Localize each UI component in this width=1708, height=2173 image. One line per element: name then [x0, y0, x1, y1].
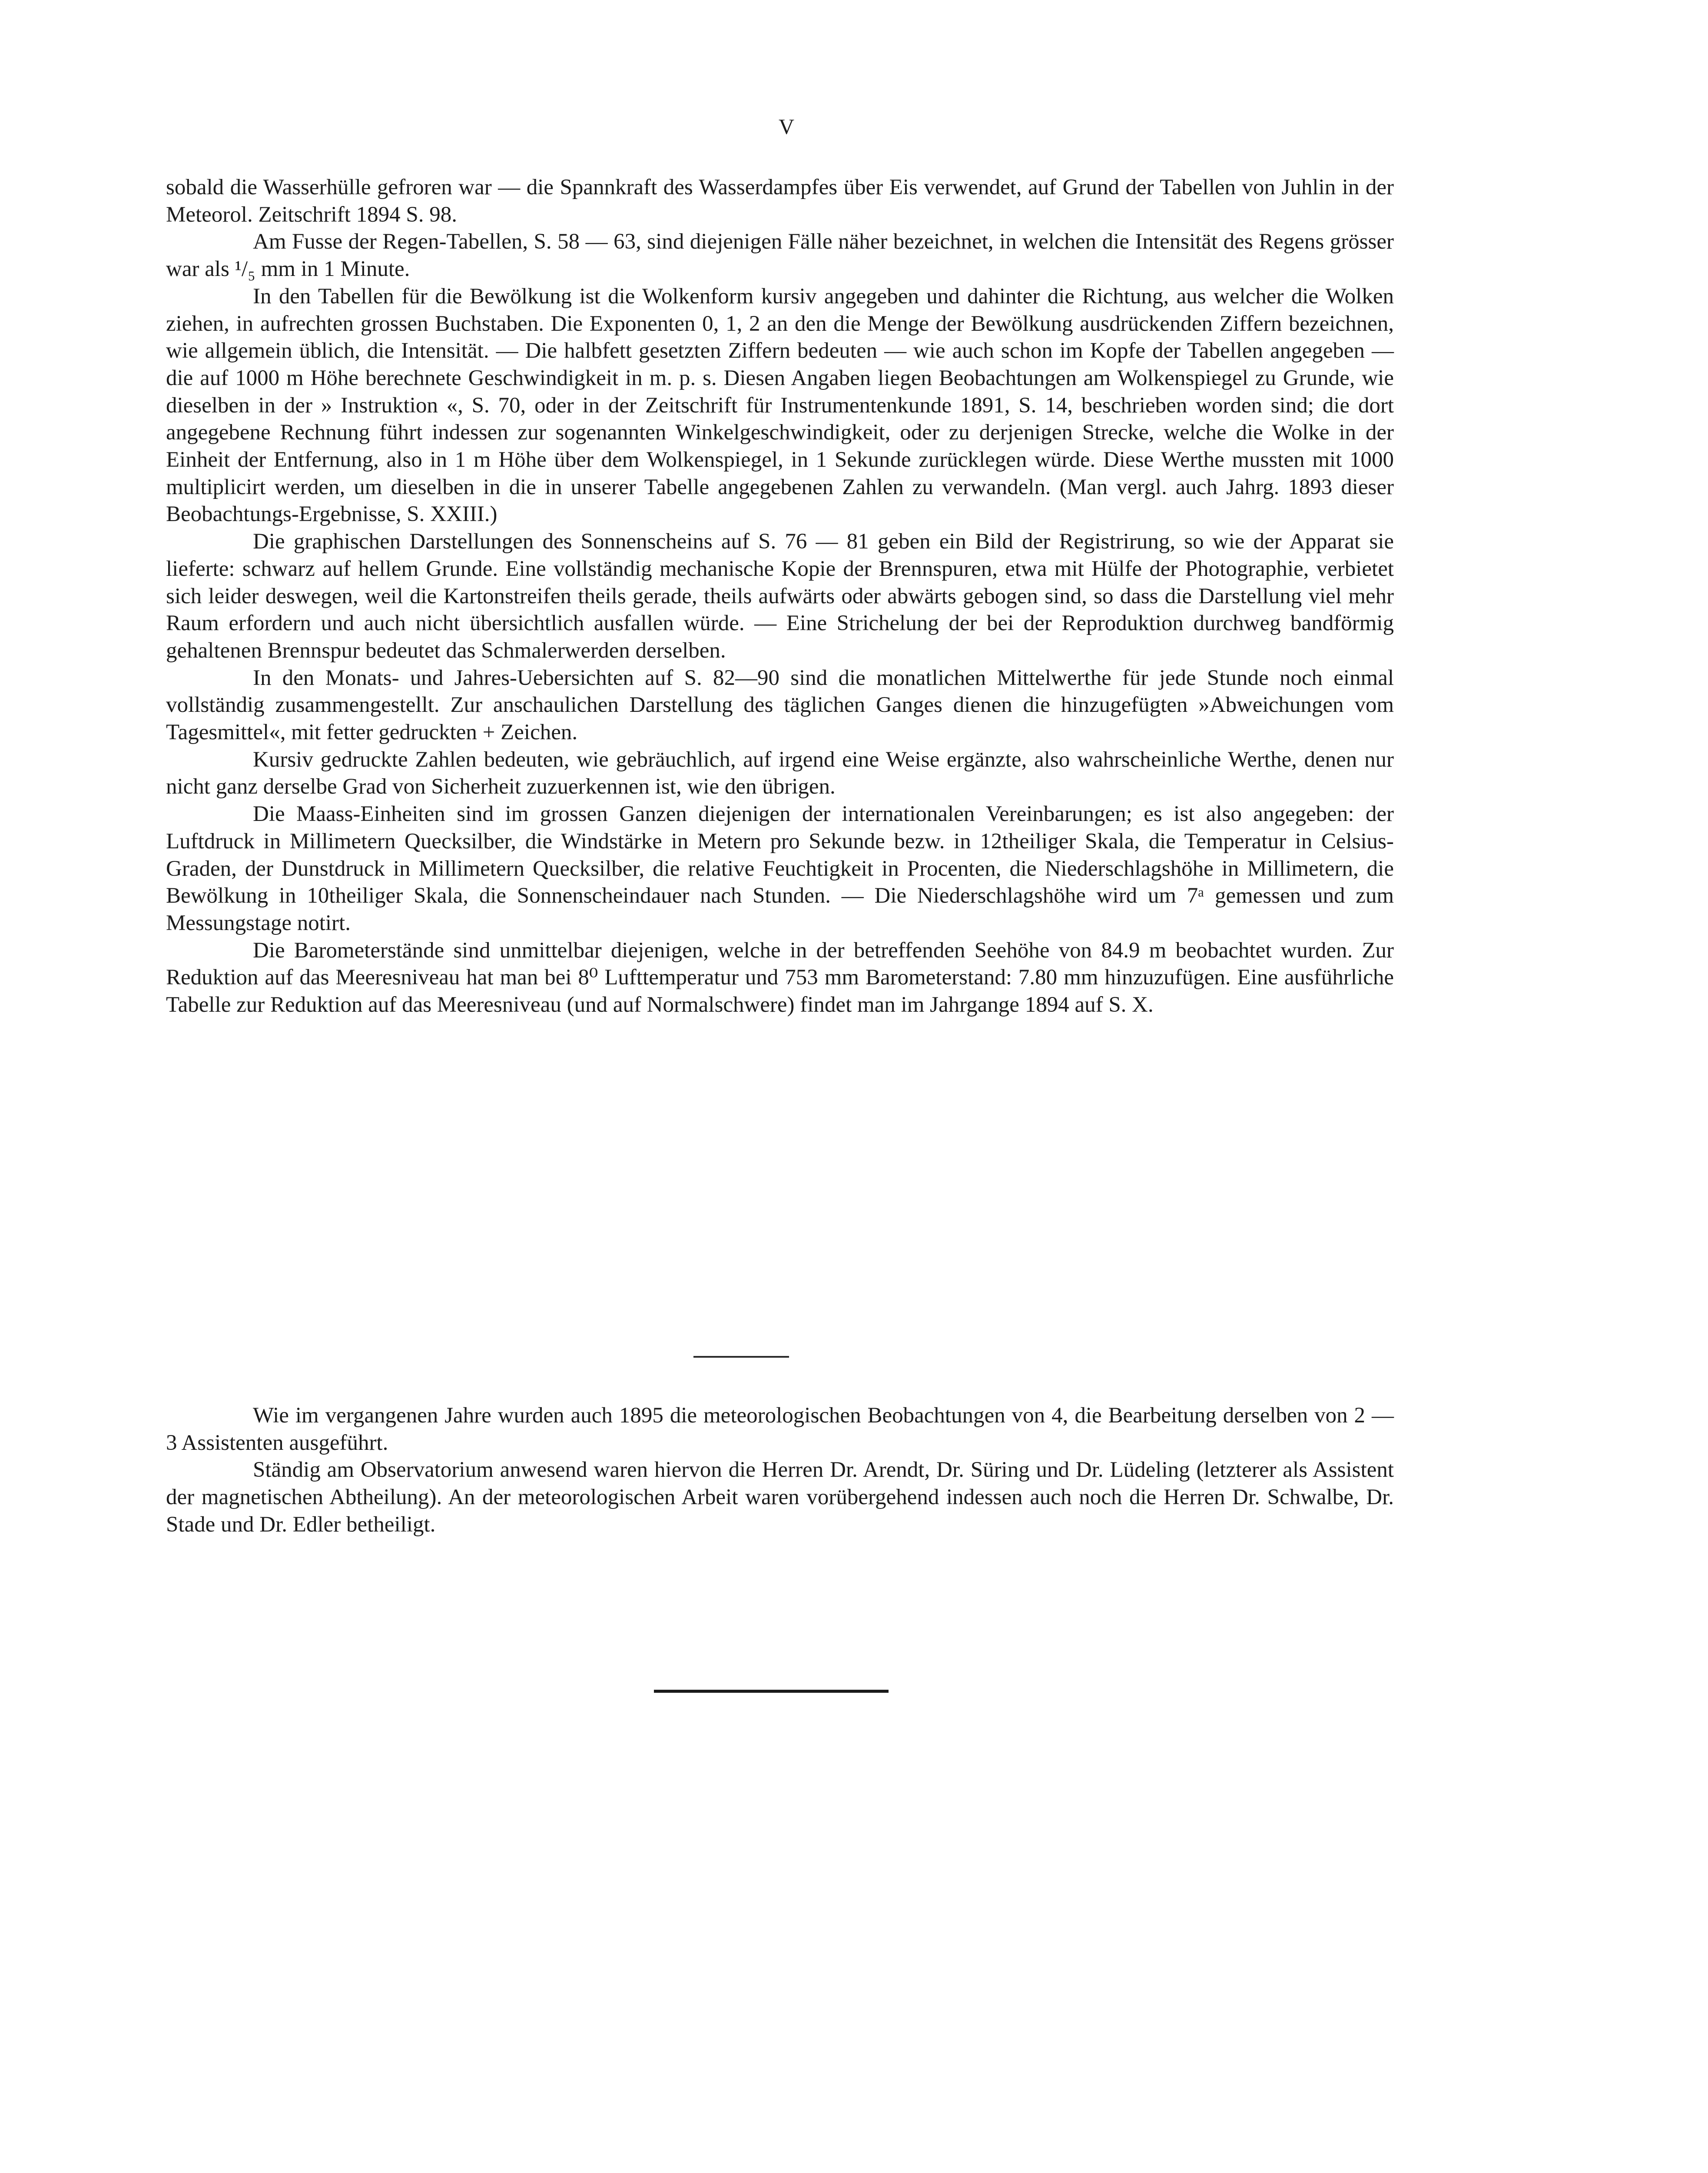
paragraph-staff: Ständig am Observatorium anwesend waren hiervon die Herren Dr. Arendt, Dr. Süring und Dr. Lüdeling (letzterer als Assistent der magnetischen Abtheilung). An der meteorologischen Arbeit waren vorübergehend indessen auch noch die Herren Dr. Schwalbe, Dr. Stade und Dr. Edler betheiligt.	[166, 1458, 1394, 1537]
paragraph-italic-numbers: Kursiv gedruckte Zahlen bedeuten, wie gebräuchlich, auf irgend eine Weise ergänzte, also wahrscheinliche Werthe, denen nur nicht ganz derselbe Grad von Sicherheit zuzuerkennen ist, wie den übrigen.	[166, 747, 1394, 799]
paragraph-rain-tables: Am Fusse der Regen-Tabellen, S. 58 — 63, sind diejenigen Fälle näher bezeichnet, in welchen die Intensität des Regens grösser war als ¹/₅ mm in 1 Minute.	[166, 229, 1394, 282]
paragraph-barometer: Die Barometerstände sind unmittelbar diejenigen, welche in der betreffenden Seehöhe von 84.9 m beobachtet wurden. Zur Reduktion auf das Meeresniveau hat man bei 8⁰ Lufttemperatur und 753 mm Barometerstand: 7.80 mm hinzuzufügen. Eine ausführliche Tabelle zur Reduktion auf das Meeresniveau (und auf Normalschwere) findet man im Jahrgange 1894 auf S. X.	[166, 938, 1394, 1017]
paragraph-cloudiness: In den Tabellen für die Bewölkung ist die Wolkenform kursiv angegeben und dahinter die Richtung, aus welcher die Wolken ziehen, in aufrechten grossen Buchstaben. Die Exponenten 0, 1, 2 an den die Menge der Bewölkung ausdrückenden Ziffern bezeichnen, wie allgemein üblich, die Intensität. — Die halbfett gesetzten Ziffern bedeuten — wie auch schon im Kopfe der Tabellen angegeben — die auf 1000 m Höhe berechnete Geschwindigkeit in m. p. s. Diesen Angaben liegen Beobachtungen am Wolkenspiegel zu Grunde, wie dieselben in der » Instruktion «, S. 70, oder in der Zeitschrift für Instrumentenkunde 1891, S. 14, beschrieben worden sind; die dort angegebene Rechnung führt indessen zur sogenannten Winkelgeschwindigkeit, oder zu derjenigen Strecke, welche die Wolke in der Einheit der Entfernung, also in 1 m Höhe über dem Wolkenspiegel, in 1 Sekunde zurücklegen würde. Diese Werthe mussten mit 1000 multiplicirt werden, um dieselben in die in unserer Tabelle angegebenen Zahlen zu verwandeln. (Man vergl. auch Jahrg. 1893 dieser Beobachtungs-Ergebnisse, S. XXIII.)	[166, 284, 1394, 527]
end-rule	[654, 1690, 889, 1693]
staff-section	[166, 1402, 1394, 1538]
main-text-section	[166, 174, 1394, 1019]
section-divider	[693, 1356, 789, 1358]
paragraph-observations: Wie im vergangenen Jahre wurden auch 1895 die meteorologischen Beobachtungen von 4, die Bearbeitung derselben von 2 — 3 Assistenten ausgeführt.	[166, 1403, 1394, 1455]
paragraph-vapor-pressure: sobald die Wasserhülle gefroren war — die Spannkraft des Wasserdampfes über Eis verwendet, auf Grund der Tabellen von Juhlin in der Meteorol. Zeitschrift 1894 S. 98.	[166, 175, 1394, 227]
page-number: V	[778, 114, 795, 139]
paragraph-sunshine: Die graphischen Darstellungen des Sonnenscheins auf S. 76 — 81 geben ein Bild der Registrirung, so wie der Apparat sie lieferte: schwarz auf hellem Grunde. Eine vollständig mechanische Kopie der Brennspuren, etwa mit Hülfe der Photographie, verbietet sich leider deswegen, weil die Kartonstreifen theils gerade, theils aufwärts oder abwärts gebogen sind, so dass die Darstellung viel mehr Raum erfordern und auch nicht übersichtlich ausfallen würde. — Eine Strichelung der bei der Reproduktion durchweg bandförmig gehaltenen Brennspur bedeutet das Schmalerwerden derselben.	[166, 529, 1394, 663]
paragraph-overviews: In den Monats- und Jahres-Uebersichten auf S. 82—90 sind die monatlichen Mittelwerthe für jede Stunde noch einmal vollständig zusammengestellt. Zur anschaulichen Darstellung des täglichen Ganges dienen die hinzugefügten »Abweichungen vom Tagesmittel«, mit fetter gedruckten + Zeichen.	[166, 665, 1394, 745]
paragraph-units: Die Maass-Einheiten sind im grossen Ganzen diejenigen der internationalen Vereinbarungen; es ist also angegeben: der Luftdruck in Millimetern Quecksilber, die Windstärke in Metern pro Sekunde bezw. in 12theiliger Skala, die Temperatur in Celsius-Graden, der Dunstdruck in Millimetern Quecksilber, die relative Feuchtigkeit in Procenten, die Niederschlagshöhe in Millimetern, die Bewölkung in 10theiliger Skala, die Sonnenscheindauer nach Stunden. — Die Niederschlagshöhe wird um 7ᵃ gemessen und zum Messungstage notirt.	[166, 802, 1394, 935]
